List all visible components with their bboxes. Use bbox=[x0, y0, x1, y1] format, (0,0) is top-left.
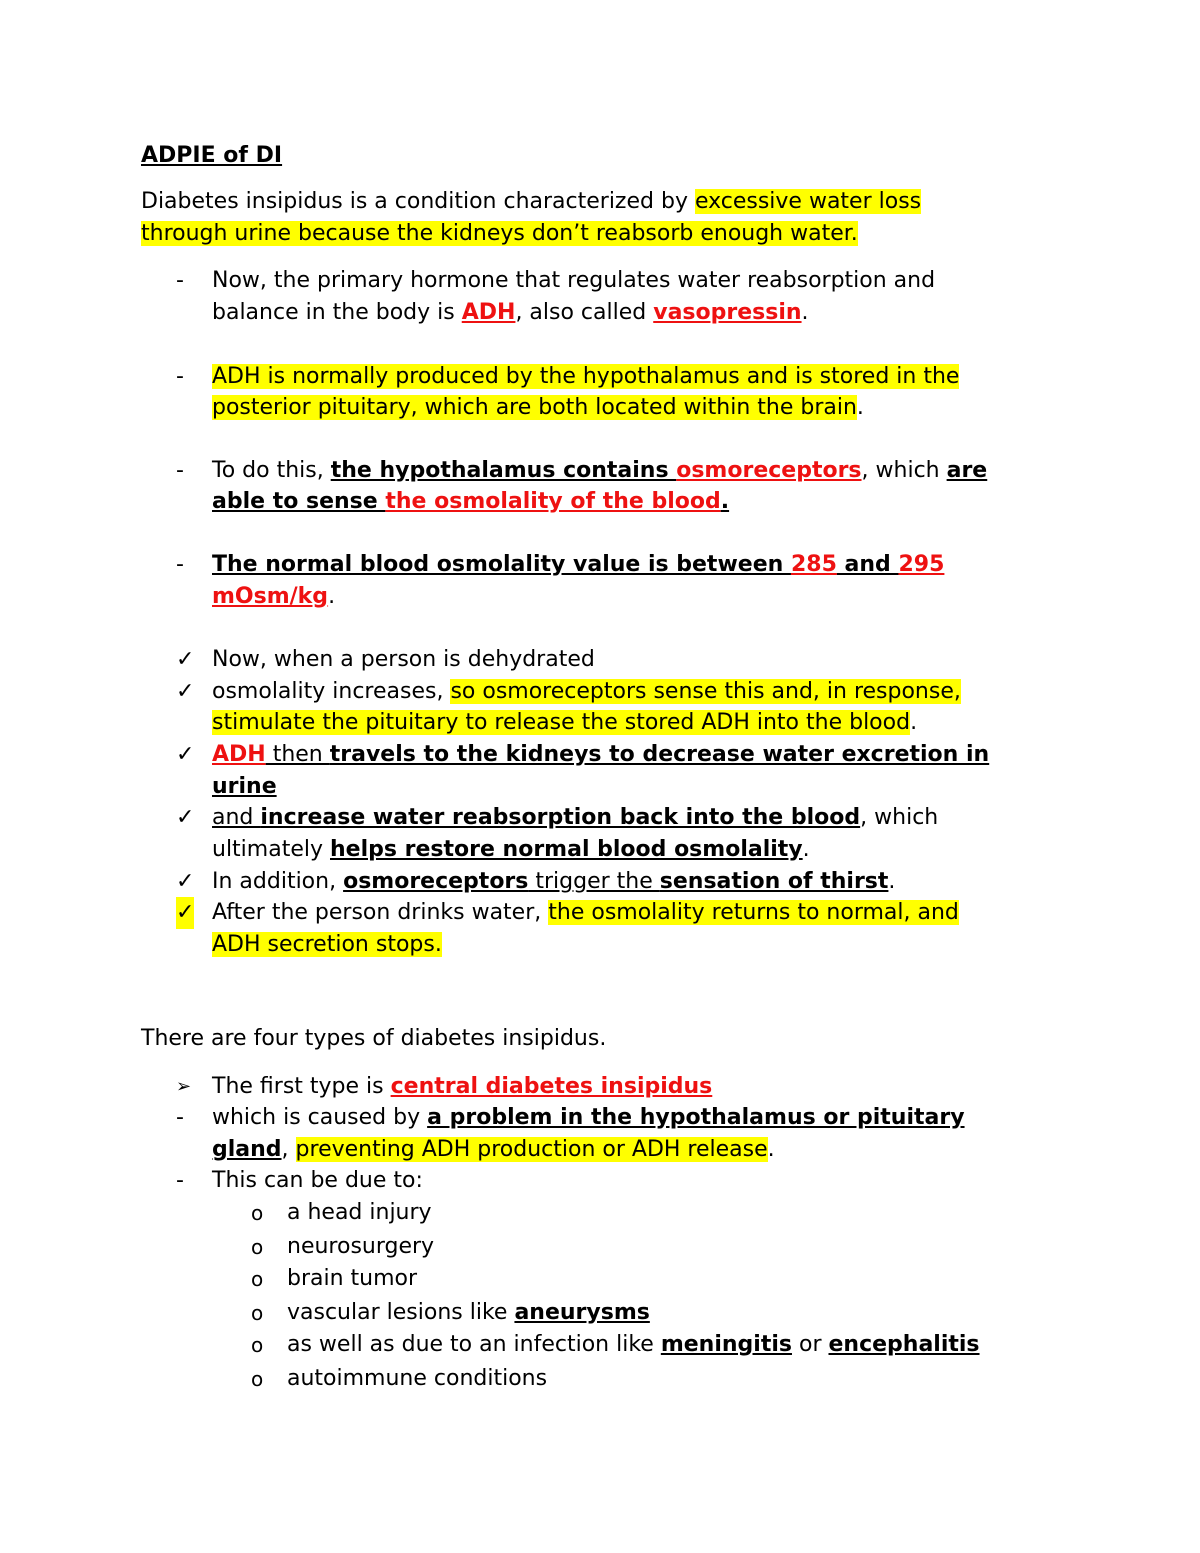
check-2-line-2 bbox=[212, 707, 917, 739]
term-adh: ADH bbox=[212, 742, 266, 767]
circle-bullet-icon: o bbox=[251, 1201, 264, 1225]
bold-underlined-text: are bbox=[946, 458, 988, 483]
bullet-4-line-2 bbox=[212, 581, 335, 613]
term-vasopressin: vasopressin bbox=[653, 300, 802, 325]
term-encephalitis: encephalitis bbox=[828, 1332, 980, 1357]
text: . bbox=[801, 300, 809, 325]
text: . bbox=[856, 395, 864, 420]
intro-line-2 bbox=[141, 218, 858, 250]
text: which is caused by bbox=[212, 1105, 428, 1130]
text: , also called bbox=[515, 300, 654, 325]
check-icon: ✓ bbox=[176, 897, 194, 929]
bold-underlined-text: able to sense bbox=[212, 489, 386, 514]
bold-underlined-text: the hypothalamus contains bbox=[330, 458, 677, 483]
dash-bullet: - bbox=[176, 552, 184, 577]
check-1-line-1: Now, when a person is dehydrated bbox=[212, 647, 595, 672]
circle-bullet-icon: o bbox=[251, 1367, 264, 1391]
type-1-line bbox=[212, 1071, 712, 1103]
check-icon: ✓ bbox=[176, 679, 195, 704]
cause-1: a head injury bbox=[287, 1200, 432, 1225]
bold-underlined-text: increase water reabsorption back into the blood bbox=[260, 805, 861, 830]
check-icon: ✓ bbox=[176, 647, 195, 672]
text: In addition, bbox=[212, 869, 344, 894]
cause-6: autoimmune conditions bbox=[287, 1366, 548, 1391]
highlighted-text: ADH is normally produced by the hypothalamus and is stored in the bbox=[212, 364, 960, 389]
bold-underlined-text: and bbox=[836, 552, 899, 577]
highlighted-text: ADH secretion stops. bbox=[212, 932, 442, 957]
text: vascular lesions like bbox=[287, 1300, 515, 1325]
types-intro: There are four types of diabetes insipidus. bbox=[141, 1026, 607, 1051]
check-6-line-2 bbox=[212, 929, 442, 961]
text: , which bbox=[860, 805, 939, 830]
text: After the person drinks water, bbox=[212, 900, 549, 925]
highlighted-text: posterior pituitary, which are both located within the brain bbox=[212, 395, 857, 420]
check-3-line-1 bbox=[212, 739, 989, 771]
bold-underlined-text: travels to the kidneys to decrease water excretion in bbox=[329, 742, 990, 767]
intro-text: Diabetes insipidus is a condition characterized by bbox=[141, 189, 695, 214]
type-2-line-2 bbox=[212, 1134, 775, 1166]
text: . bbox=[328, 584, 336, 609]
value-285: 285 bbox=[790, 552, 837, 577]
bold-underlined-text: a problem in the hypothalamus or pituitary bbox=[427, 1105, 965, 1130]
dash-bullet: - bbox=[176, 1105, 184, 1130]
text: . bbox=[888, 869, 896, 894]
text: osmolality increases, bbox=[212, 679, 451, 704]
document-title: ADPIE of DI bbox=[141, 143, 283, 168]
arrow-bullet-icon: ➢ bbox=[176, 1076, 192, 1097]
bold-underlined-text: urine bbox=[212, 774, 277, 799]
text: To do this, bbox=[212, 458, 331, 483]
text: as well as due to an infection like bbox=[287, 1332, 661, 1357]
text: ultimately bbox=[212, 837, 330, 862]
bold-underlined-text: . bbox=[720, 489, 730, 514]
bold-underlined-text: osmoreceptors bbox=[343, 869, 529, 894]
text: . bbox=[802, 837, 810, 862]
cause-4 bbox=[287, 1297, 650, 1329]
bullet-4-line-1 bbox=[212, 549, 944, 581]
text: , which bbox=[861, 458, 947, 483]
term-meningitis: meningitis bbox=[660, 1332, 792, 1357]
circle-bullet-icon: o bbox=[251, 1333, 264, 1357]
term-central-di: central diabetes insipidus bbox=[390, 1074, 713, 1099]
check-4-line-2 bbox=[212, 834, 810, 866]
dash-bullet: - bbox=[176, 1168, 184, 1193]
bullet-1-line-2 bbox=[212, 297, 809, 329]
underlined-text: and bbox=[212, 805, 261, 830]
highlighted-text: through urine because the kidneys don’t reabsorb enough water. bbox=[141, 221, 858, 246]
bold-underlined-text: gland bbox=[212, 1137, 282, 1162]
highlighted-text: excessive water loss bbox=[694, 189, 922, 214]
bullet-2-line-1 bbox=[212, 361, 959, 393]
dash-bullet: - bbox=[176, 364, 184, 389]
check-icon: ✓ bbox=[176, 742, 195, 767]
text: or bbox=[791, 1332, 829, 1357]
type-3-line: This can be due to: bbox=[212, 1168, 423, 1193]
cause-2: neurosurgery bbox=[287, 1234, 435, 1259]
bullet-3-line-2 bbox=[212, 486, 729, 518]
unit-mosm-kg: mOsm/kg bbox=[212, 584, 329, 609]
term-aneurysms: aneurysms bbox=[514, 1300, 650, 1325]
bullet-3-line-1 bbox=[212, 455, 987, 487]
value-295: 295 bbox=[898, 552, 945, 577]
text: The first type is bbox=[212, 1074, 391, 1099]
bold-underlined-text: The normal blood osmolality value is between bbox=[212, 552, 791, 577]
check-icon: ✓ bbox=[176, 869, 195, 894]
check-4-line-1 bbox=[212, 802, 938, 834]
term-blood-osmolality: the osmolality of the blood bbox=[385, 489, 721, 514]
text: . bbox=[767, 1137, 775, 1162]
dash-bullet: - bbox=[176, 268, 184, 293]
dash-bullet: - bbox=[176, 458, 184, 483]
text: , bbox=[281, 1137, 296, 1162]
check-5-line-1 bbox=[212, 866, 895, 898]
cause-5 bbox=[287, 1329, 980, 1361]
bold-underlined-text: sensation of thirst bbox=[659, 869, 889, 894]
bold-underlined-text: helps restore normal blood osmolality bbox=[330, 837, 803, 862]
check-6-line-1 bbox=[212, 897, 959, 929]
bullet-2-line-2 bbox=[212, 392, 864, 424]
check-2-line-1 bbox=[212, 676, 961, 708]
check-icon: ✓ bbox=[176, 805, 195, 830]
circle-bullet-icon: o bbox=[251, 1267, 264, 1291]
underlined-text: trigger the bbox=[528, 869, 660, 894]
cause-3: brain tumor bbox=[287, 1266, 418, 1291]
highlighted-text: stimulate the pituitary to release the stored ADH into the blood bbox=[212, 710, 911, 735]
term-osmoreceptors: osmoreceptors bbox=[676, 458, 862, 483]
type-2-line-1 bbox=[212, 1102, 965, 1134]
underlined-text: then bbox=[265, 742, 330, 767]
check-3-line-2 bbox=[212, 771, 277, 803]
highlighted-text: so osmoreceptors sense this and, in response, bbox=[450, 679, 961, 704]
intro-line-1 bbox=[141, 186, 921, 218]
text: balance in the body is bbox=[212, 300, 462, 325]
bullet-1-line-1: Now, the primary hormone that regulates water reabsorption and bbox=[212, 268, 936, 293]
circle-bullet-icon: o bbox=[251, 1301, 264, 1325]
highlighted-text: preventing ADH production or ADH release bbox=[295, 1137, 768, 1162]
highlighted-text: the osmolality returns to normal, and bbox=[548, 900, 959, 925]
term-adh: ADH bbox=[461, 300, 516, 325]
text: . bbox=[910, 710, 918, 735]
circle-bullet-icon: o bbox=[251, 1235, 264, 1259]
